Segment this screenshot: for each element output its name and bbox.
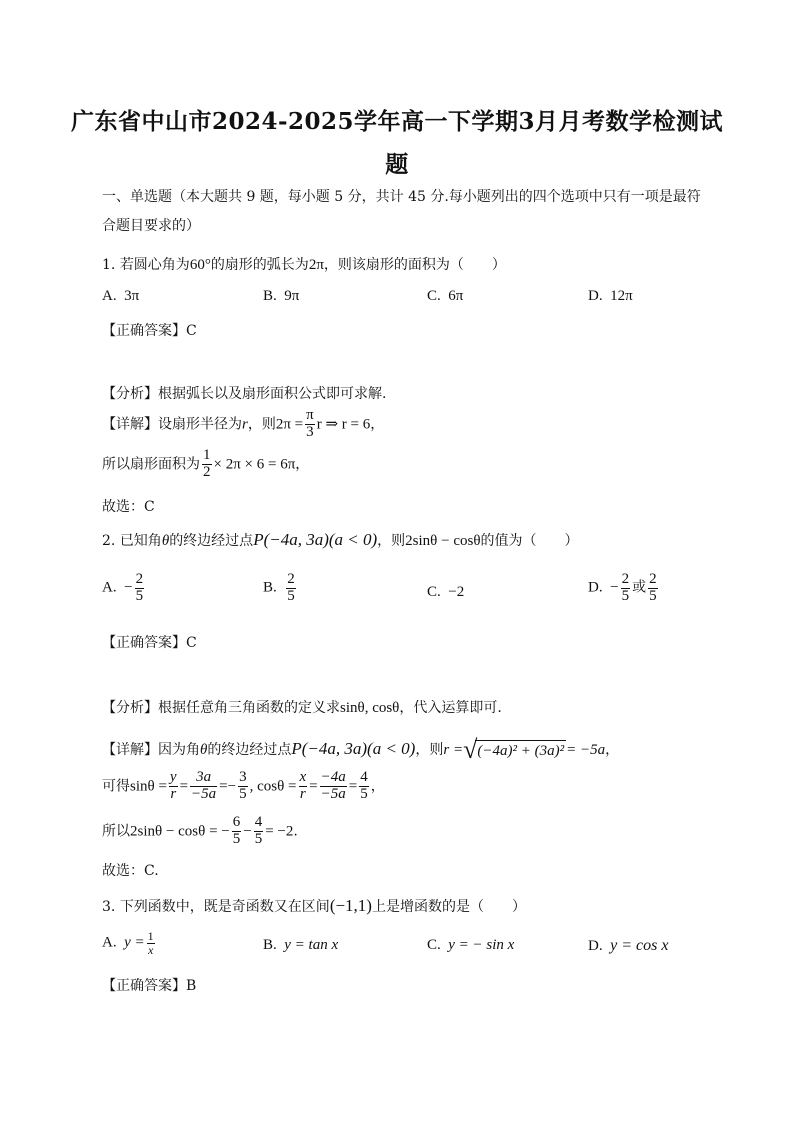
fraction (232, 815, 242, 848)
math-expr: − (227, 778, 237, 795)
numerator: 2 (135, 571, 144, 587)
q1-stem (102, 254, 506, 274)
fraction (147, 930, 155, 956)
detail-text: ，则 (247, 416, 276, 433)
option-text: −2 (448, 584, 465, 600)
answer-value: C (186, 635, 197, 651)
analysis-text: ，代入运算即可. (399, 700, 502, 716)
math-expr: 2sinθ − cosθ = − (130, 823, 230, 840)
numerator: −4a (320, 769, 346, 785)
answer-value: B (186, 978, 197, 994)
option-text: y = cos x (610, 937, 669, 954)
denominator: r (299, 785, 306, 802)
fraction (305, 408, 315, 441)
denominator: 5 (239, 785, 247, 802)
q3-number: 3. (102, 899, 116, 915)
fraction (202, 448, 212, 481)
detail-text: 的终边经过点 (207, 742, 292, 758)
option-or: 或 (632, 579, 647, 596)
fraction (648, 572, 658, 605)
denominator: 5 (254, 830, 263, 847)
section-header-line2: 合题目要求的） (102, 218, 200, 234)
option-letter: C. (427, 584, 441, 600)
option-letter: A. (102, 288, 117, 304)
q2-final (102, 815, 298, 848)
fraction (359, 770, 369, 803)
q2-number: 2. (102, 533, 116, 549)
numerator: 2 (621, 571, 630, 587)
numerator: x (299, 769, 307, 785)
fraction (286, 572, 296, 605)
option-sign: − (124, 579, 133, 596)
q3-option-a (102, 930, 157, 956)
stem-text: 的值为（ ） (480, 533, 579, 549)
fraction (254, 815, 264, 848)
q3-option-b (263, 937, 338, 954)
q2-option-b (263, 572, 298, 605)
option-text: 6π (448, 288, 464, 304)
math-expr: = (219, 778, 228, 795)
q2-answer (102, 632, 197, 652)
q2-option-d (588, 572, 660, 605)
option-letter: B. (263, 937, 277, 953)
q1-angle: 60° (189, 257, 211, 273)
q2-stem (102, 530, 579, 550)
q3-answer (102, 975, 196, 995)
fraction (169, 770, 178, 803)
math-expr: sinθ, cosθ (340, 700, 400, 716)
option-letter: C. (427, 288, 441, 304)
denominator: x (147, 942, 154, 957)
stem-text: 已知角 (119, 533, 162, 549)
sqrt-icon: √ (463, 735, 478, 764)
option-letter: C. (427, 937, 441, 953)
detail-text: ，则 (415, 742, 444, 758)
q1-option-a (102, 288, 139, 305)
denominator: 5 (232, 830, 241, 847)
denominator: 5 (649, 587, 657, 604)
stem-text: 上是增函数的是（ ） (371, 899, 526, 915)
math-var: θ (161, 533, 170, 549)
numerator: 6 (232, 814, 241, 830)
stem-text: ，则 (377, 533, 406, 549)
q2-derive (102, 770, 385, 803)
radicand: (−4a)² + (3a)² (475, 740, 566, 760)
math-expr: 2π = (275, 416, 304, 433)
denominator: −5a (191, 785, 217, 802)
detail-label: 【详解】 (102, 416, 158, 433)
fraction (190, 770, 217, 803)
fraction (320, 770, 347, 803)
option-letter: B. (263, 579, 277, 596)
math-expr: = (348, 778, 358, 795)
denominator: 3 (306, 423, 314, 440)
math-expr: × 2π × 6 = 6π (213, 456, 296, 473)
analysis-text: 根据任意角三角函数的定义求 (158, 700, 340, 716)
detail-text: 因为角 (158, 742, 200, 758)
option-letter: B. (263, 288, 277, 304)
q1-stem-a: 若圆心角为 (119, 257, 190, 273)
q2-option-c (427, 584, 464, 601)
q1-area (102, 448, 309, 481)
detail-text: ， (370, 778, 385, 795)
numerator: 1 (147, 929, 154, 943)
answer-label: 【正确答案】 (102, 635, 186, 651)
fraction (299, 770, 308, 803)
q3-stem (102, 896, 526, 916)
q1-arc: 2π (308, 257, 324, 273)
numerator: π (306, 407, 314, 423)
math-expr: , cosθ = (249, 778, 297, 795)
detail-text: 可得 (102, 778, 130, 795)
numerator: 3a (196, 769, 212, 785)
option-letter: D. (588, 288, 603, 304)
answer-label: 【正确答案】 (102, 978, 186, 994)
detail-text: 所以扇形面积为 (102, 456, 200, 473)
answer-label: 【正确答案】 (102, 323, 186, 339)
math-expr: 2sinθ − cosθ (405, 533, 481, 549)
detail-label: 【详解】 (102, 742, 158, 758)
option-text: y = − sin x (448, 937, 515, 953)
math-expr: r ⇒ r = 6 (316, 416, 371, 433)
math-expr: = (309, 778, 318, 795)
q3-option-d (588, 937, 668, 955)
option-text: 3π (124, 288, 140, 304)
option-text: 9π (284, 288, 300, 304)
doc-title-line1: 广东省中山市2024-2025学年高一下学期3月月考数学检测试 (70, 108, 724, 135)
numerator: 2 (649, 571, 657, 587)
math-var: r (242, 416, 248, 433)
fraction (238, 770, 248, 803)
doc-title-line2: 题 (385, 151, 409, 178)
q1-option-c (427, 288, 463, 305)
numerator: 4 (360, 769, 368, 785)
q2-analysis (102, 697, 502, 717)
option-text: y = tan x (284, 937, 339, 953)
option-letter: D. (588, 579, 603, 596)
option-text: y = (124, 934, 145, 951)
fraction (621, 572, 631, 605)
math-expr: P(−4a, 3a)(a < 0) (253, 530, 378, 549)
q1-choose: 故选：C (102, 499, 155, 515)
sqrt-expr (463, 735, 566, 765)
denominator: r (170, 785, 177, 802)
math-expr: P(−4a, 3a)(a < 0) (291, 739, 416, 758)
q2-choose: 故选：C. (102, 863, 159, 879)
fraction (135, 572, 145, 605)
detail-text: ， (605, 742, 620, 758)
q1-stem-b: 的扇形的弧长为 (210, 257, 309, 273)
math-expr: = −5a (566, 742, 606, 758)
denominator: 5 (360, 785, 368, 802)
detail-text: 设扇形半径为 (158, 416, 242, 433)
math-expr: (−1,1) (329, 896, 372, 915)
q3-option-c (427, 937, 514, 954)
option-text: 12π (610, 288, 633, 304)
option-letter: A. (102, 579, 117, 596)
section-header-line1: 一、单选题（本大题共 9 题，每小题 5 分，共计 45 分.每小题列出的四个选项中只有一项是最符 (102, 189, 701, 205)
option-sign: − (610, 579, 619, 596)
denominator: 5 (287, 587, 295, 604)
detail-text: 所以 (102, 823, 130, 840)
numerator: 1 (203, 447, 211, 463)
denominator: 5 (621, 587, 630, 604)
analysis-text: 根据弧长以及扇形面积公式即可求解. (158, 386, 387, 402)
stem-text: 的终边经过点 (169, 533, 254, 549)
q1-detail (102, 408, 384, 441)
math-expr: = −2 (265, 823, 294, 840)
analysis-label: 【分析】 (102, 386, 158, 402)
math-var: θ (200, 742, 208, 758)
q1-analysis (102, 383, 386, 403)
q1-number: 1. (102, 257, 116, 273)
detail-text: . (293, 823, 298, 840)
stem-text: 下列函数中，既是奇函数又在区间 (119, 899, 330, 915)
numerator: y (169, 769, 177, 785)
q2-option-a (102, 572, 146, 605)
math-expr: − (243, 823, 252, 840)
analysis-label: 【分析】 (102, 700, 158, 716)
q1-stem-c: ，则该扇形的面积为（ ） (323, 257, 506, 273)
numerator: 3 (239, 769, 247, 785)
option-letter: A. (102, 934, 117, 951)
denominator: −5a (320, 785, 346, 802)
denominator: 5 (135, 587, 144, 604)
numerator: 2 (287, 571, 295, 587)
math-expr: sinθ = (130, 778, 167, 795)
q1-option-b (263, 288, 299, 305)
math-expr: r = (443, 742, 464, 758)
detail-text: ， (295, 456, 310, 473)
denominator: 2 (203, 463, 211, 480)
q1-option-d (588, 288, 633, 305)
option-letter: D. (588, 938, 603, 954)
answer-value: C (186, 323, 197, 339)
detail-text: ， (370, 416, 385, 433)
math-expr: = (179, 778, 189, 795)
numerator: 4 (254, 814, 263, 830)
q1-answer (102, 320, 197, 340)
q2-detail (102, 735, 619, 765)
